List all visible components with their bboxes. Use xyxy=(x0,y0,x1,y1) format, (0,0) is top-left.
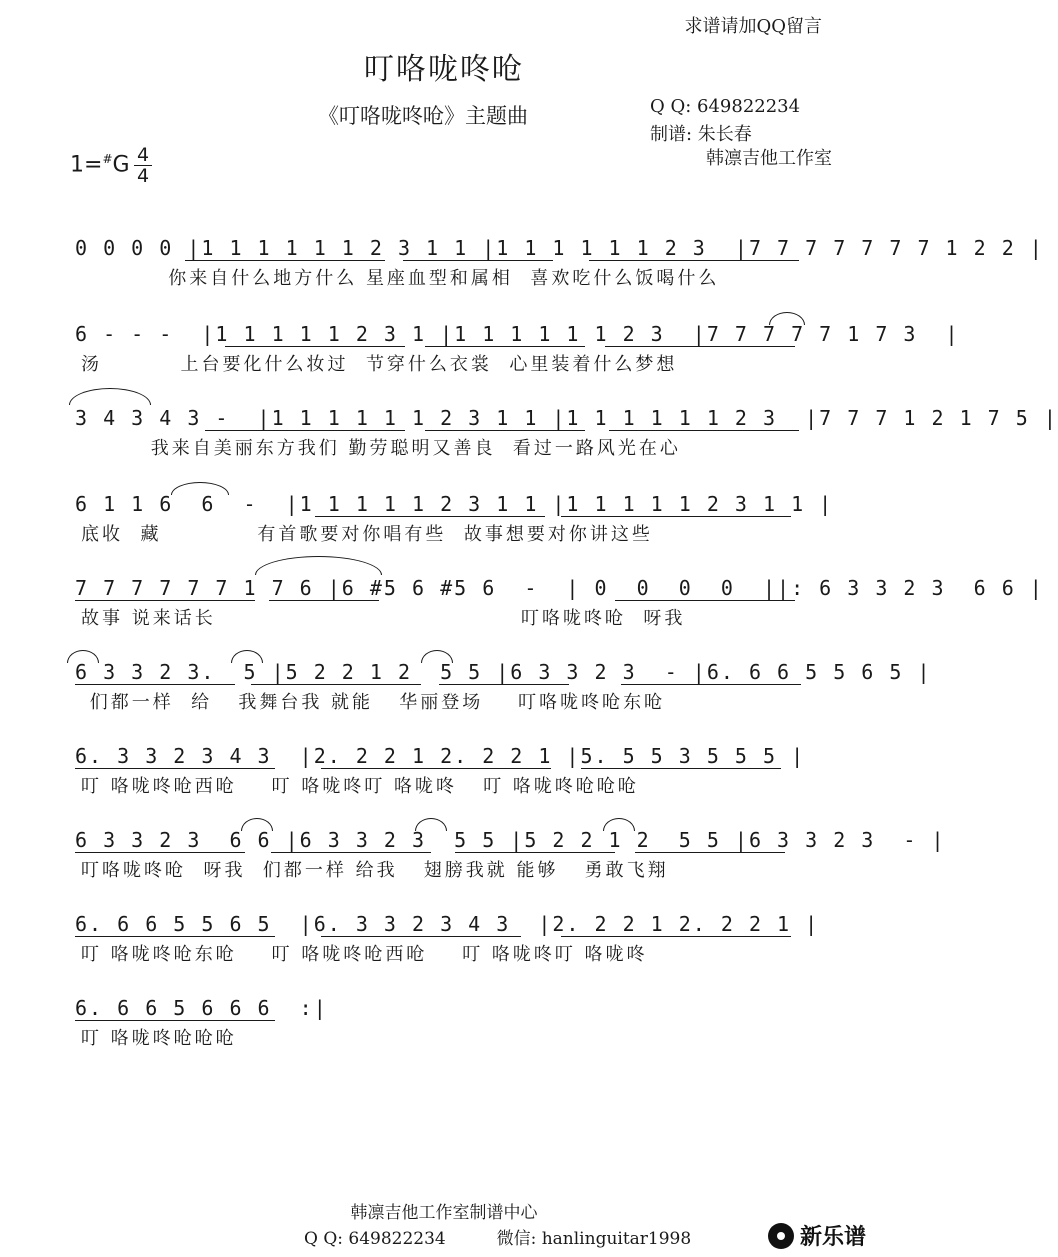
score-system-2 xyxy=(75,322,960,384)
notation-line: 6. 3 3 2 3 4 3 |2. 2 2 1 2. 2 2 1 |5. 5 5 3 5 5 5 | xyxy=(75,744,806,768)
studio-credit: 韩凛吉他工作室 xyxy=(706,148,832,169)
lyric-line: 叮 咯咙咚呛呛呛 xyxy=(81,1028,237,1049)
lyric-line: 叮 咯咙咚呛西呛 叮 咯咙咚叮 咯咙咚 叮 咯咙咚呛呛呛 xyxy=(81,776,639,797)
lyric-line: 们都一样 给 我舞台我 就能 华丽登场 叮咯咙咚呛东呛 xyxy=(81,692,666,713)
score-system-9 xyxy=(75,912,820,974)
score-system-6 xyxy=(75,660,932,722)
lyric-line: 叮 咯咙咚呛东呛 叮 咯咙咚呛西呛 叮 咯咙咚叮 咯咙咚 xyxy=(81,944,648,965)
vinyl-disc-icon xyxy=(768,1223,794,1249)
request-note: 求谱请加QQ留言 xyxy=(684,16,822,37)
notation-line: 6 1 1 6 6 - |1 1 1 1 1 2 3 1 1 |1 1 1 1 1 2 3 1 1 | xyxy=(75,492,834,516)
notation-line: 6 3 3 2 3 6 6 |6 3 3 2 3 5 5 |5 2 2 1 2 5 5 |6 3 3 2 3 - | xyxy=(75,828,946,852)
lyric-line: 故事 说来话长 叮咯咙咚呛 呀我 xyxy=(81,608,686,629)
notation-line: 0 0 0 0 |1 1 1 1 1 1 2 3 1 1 |1 1 1 1 1 1 2 3 |7 7 7 7 7 7 7 1 2 2 | xyxy=(75,236,1044,260)
qq-number: Q Q: 649822234 xyxy=(650,96,801,117)
score-system-8 xyxy=(75,828,946,890)
footer-wechat: 微信: hanlinguitar1998 xyxy=(496,1229,692,1249)
score-system-7 xyxy=(75,744,813,806)
time-signature: 4 4 xyxy=(134,146,152,185)
score-system-10 xyxy=(75,996,813,1058)
footer-qq: Q Q: 649822234 xyxy=(304,1229,446,1249)
lyric-line: 汤 上台要化什么妆过 节穿什么衣裳 心里装着什么梦想 xyxy=(81,354,678,375)
song-title: 叮咯咙咚呛 xyxy=(364,52,524,87)
site-logo xyxy=(768,1220,866,1251)
lyric-line: 叮咯咙咚呛 呀我 们都一样 给我 翅膀我就 能够 勇敢飞翔 xyxy=(81,860,669,881)
score-system-3 xyxy=(75,406,1058,468)
notation-line: 6 - - - |1 1 1 1 1 2 3 1 |1 1 1 1 1 1 2 3 |7 7 7 7 7 1 7 3 | xyxy=(75,322,960,346)
notation-line: 7 7 7 7 7 7 1 7 6 |6 #5 6 #5 6 - | 0 0 0 0 ||: 6 3 3 2 3 6 6 | xyxy=(75,576,1044,600)
footer-studio: 韩凛吉他工作室制谱中心 xyxy=(350,1203,538,1223)
key-signature: 1=#G xyxy=(70,152,130,178)
notation-line: 6. 6 6 5 5 6 5 |6. 3 3 2 3 4 3 |2. 2 2 1 2. 2 2 1 | xyxy=(75,912,820,936)
lyric-line: 我来自美丽东方我们 勤劳聪明又善良 看过一路风光在心 xyxy=(81,438,681,459)
footer-contacts xyxy=(304,1224,691,1249)
song-subtitle: 《叮咯咙咚呛》主题曲 xyxy=(318,104,528,128)
logo-text: 新乐谱 xyxy=(800,1225,867,1250)
score-system-4 xyxy=(75,492,834,554)
score-system-5 xyxy=(75,576,1044,638)
score-system-1 xyxy=(75,236,1044,298)
lyric-line: 底收 藏 有首歌要对你唱有些 故事想要对你讲这些 xyxy=(81,524,653,545)
notation-line: 6 3 3 2 3. 5 |5 2 2 1 2 5 5 |6 3 3 2 3 - |6. 6 6 5 5 6 5 | xyxy=(75,660,932,684)
lyric-line: 你来自什么地方什么 星座血型和属相 喜欢吃什么饭喝什么 xyxy=(81,268,720,289)
notation-line: 6. 6 6 5 6 6 6 :| xyxy=(75,996,328,1020)
notation-line: 3 4 3 4 3 - |1 1 1 1 1 1 2 3 1 1 |1 1 1 1 1 1 2 3 |7 7 7 1 2 1 7 5 | xyxy=(75,406,1058,430)
arranger-credit: 制谱: 朱长春 xyxy=(650,124,752,145)
